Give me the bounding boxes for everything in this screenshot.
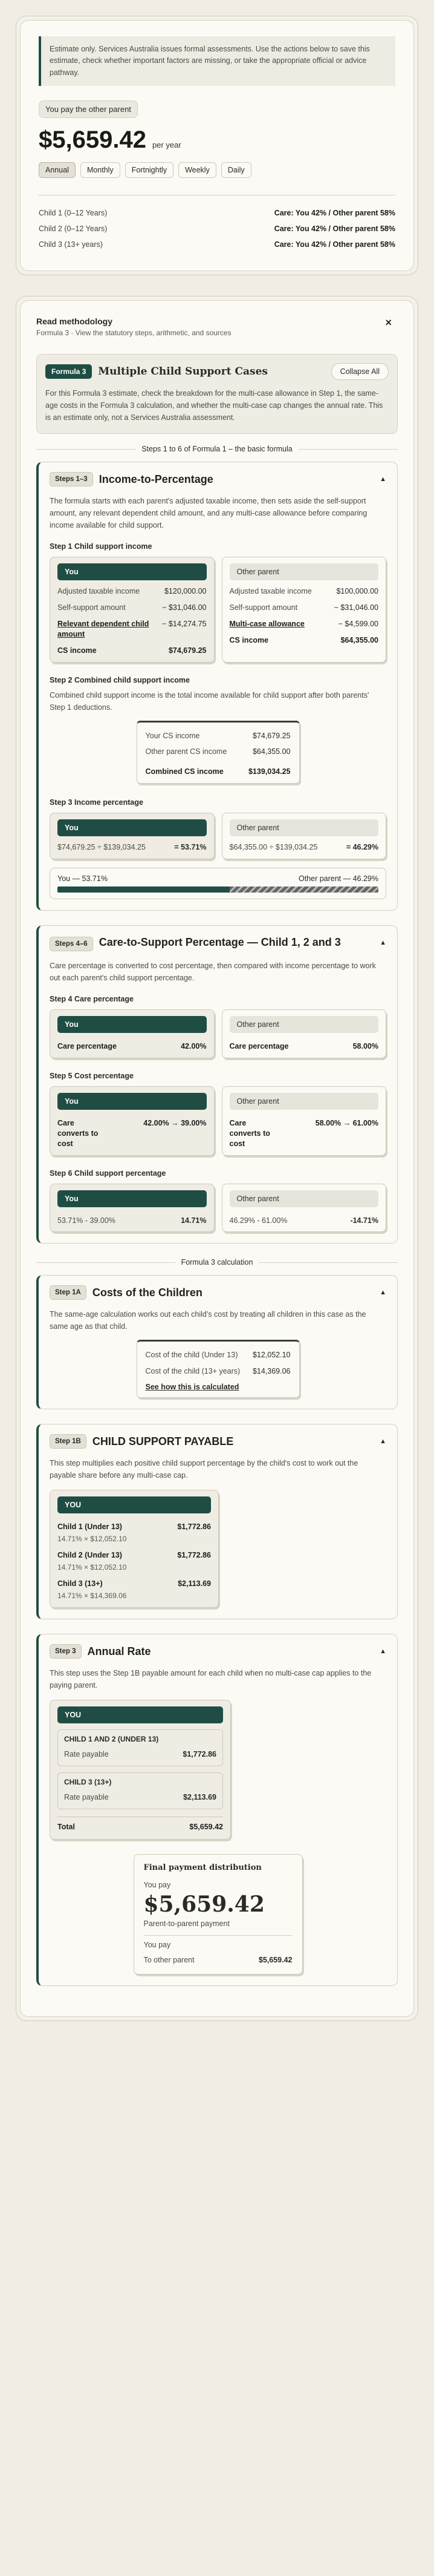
- other-parent-box: [222, 1086, 387, 1156]
- calc-label: $74,679.25 ÷ $139,034.25: [57, 843, 146, 852]
- step-1a-card: [36, 1275, 398, 1409]
- rate-group: [57, 1729, 223, 1766]
- final-distribution-box: [134, 1854, 303, 1975]
- kv-value: 58.00%: [352, 1042, 378, 1050]
- tab-fortnightly[interactable]: Fortnightly: [125, 162, 173, 178]
- kv-label: Care percentage: [229, 1042, 289, 1050]
- kv-label: Adjusted taxable income: [229, 587, 312, 596]
- kv-label: Adjusted taxable income: [57, 587, 140, 596]
- kv-value: $120,000.00: [164, 587, 207, 596]
- child-care: Care: You 42% / Other parent 58%: [274, 209, 395, 218]
- other-parent-header: Other parent: [230, 819, 379, 836]
- kv-value: − $31,046.00: [334, 603, 378, 612]
- amount-value: $5,659.42: [39, 126, 146, 154]
- collapse-all-button[interactable]: Collapse All: [331, 363, 389, 380]
- chevron-up-icon[interactable]: ▲: [380, 1438, 386, 1446]
- step-subheading: Step 5 Cost percentage: [50, 1071, 134, 1080]
- step-description: The same-age calculation works out each child's cost by treating all children in this case as the same age as that child.: [50, 1310, 366, 1331]
- you-header: You: [57, 1190, 207, 1207]
- methodology-panel: [20, 300, 414, 2017]
- section-divider-label: Steps 1 to 6 of Formula 1 – the basic formula: [141, 445, 293, 454]
- chevron-up-icon[interactable]: ▲: [380, 939, 386, 946]
- kv-value: 14.71%: [181, 1216, 207, 1225]
- methodology-header: [36, 316, 398, 337]
- chevron-up-icon[interactable]: ▲: [380, 476, 386, 483]
- formula-box: [36, 354, 398, 434]
- kv-value: $1,772.86: [183, 1749, 216, 1758]
- tab-monthly[interactable]: Monthly: [80, 162, 120, 178]
- you-header: YOU: [57, 1706, 223, 1723]
- other-parent-header: Other parent: [230, 1093, 379, 1110]
- kv-label[interactable]: Multi-case allowance: [229, 619, 305, 628]
- kv-value: $74,679.25: [168, 646, 207, 655]
- you-box: [50, 1086, 215, 1156]
- annual-amount: [39, 126, 395, 154]
- section-divider-label: Formula 3 calculation: [181, 1258, 253, 1267]
- amount-period: per year: [152, 140, 181, 150]
- kv-label: Self-support amount: [229, 603, 298, 612]
- kv-value: $12,052.10: [252, 1351, 291, 1360]
- other-parent-box: [222, 813, 387, 859]
- kv-value: − $31,046.00: [162, 603, 207, 612]
- kv-label: Rate payable: [64, 1749, 109, 1758]
- kv-label: Care converts to cost: [57, 1118, 99, 1148]
- tab-daily[interactable]: Daily: [221, 162, 251, 178]
- kv-label: Cost of the child (Under 13): [145, 1351, 238, 1360]
- step-subheading: Step 1 Child support income: [50, 542, 152, 551]
- calc-note: 14.71% × $12,052.10: [57, 1535, 127, 1543]
- income-split-bar: [50, 868, 386, 899]
- kv-label: CS income: [57, 646, 97, 655]
- step-subheading: Step 4 Care percentage: [50, 995, 134, 1003]
- child-label: Child 3 (13+ years): [39, 240, 103, 249]
- step-subheading: Step 6 Child support percentage: [50, 1168, 166, 1178]
- kv-value: $64,355.00: [252, 747, 291, 756]
- you-header: You: [57, 1016, 207, 1033]
- kv-label: Rate payable: [64, 1792, 109, 1801]
- step-title: Annual Rate: [87, 1645, 151, 1657]
- you-header: You: [57, 819, 207, 836]
- kv-label: Care percentage: [57, 1042, 117, 1050]
- final-you-pay-label: You pay: [143, 1881, 171, 1890]
- kv-label: Cost of the child (13+ years): [145, 1367, 241, 1376]
- step-description: The formula starts with each parent's adjusted taxable income, then sets aside the self-support amount, any relevant dependent child amount, and any multi-case allowance before comparing income available for child support.: [50, 497, 368, 530]
- step-description: Combined child support income is the total income available for child support after both parents' Step 1 deductions.: [50, 690, 369, 712]
- kv-value: 42.00% → 39.00%: [143, 1118, 207, 1127]
- kv-value: $100,000.00: [336, 587, 378, 596]
- kv-value: $1,772.86: [177, 1522, 211, 1532]
- step-badge: Step 1A: [50, 1285, 86, 1300]
- kv-label: Care converts to cost: [229, 1118, 270, 1148]
- rate-group: [57, 1772, 223, 1809]
- bar-segment-you: [57, 887, 230, 893]
- kv-value: $1,772.86: [177, 1551, 211, 1559]
- step-badge: Step 1B: [50, 1434, 86, 1449]
- summary-outer: [16, 16, 418, 275]
- you-box: [50, 1184, 215, 1233]
- other-parent-header: Other parent: [230, 563, 379, 580]
- other-parent-box: [222, 1184, 387, 1233]
- child-care: Care: You 42% / Other parent 58%: [274, 224, 395, 234]
- tab-weekly[interactable]: Weekly: [178, 162, 216, 178]
- child-row: [39, 221, 395, 237]
- child-label: Child 1 (0–12 Years): [39, 209, 108, 218]
- rate-group-title: CHILD 1 AND 2 (UNDER 13): [64, 1734, 159, 1743]
- section-divider: [36, 1258, 398, 1267]
- annual-rate-box: [50, 1700, 231, 1840]
- chevron-up-icon[interactable]: ▲: [380, 1647, 386, 1655]
- you-box: [50, 557, 215, 662]
- step-1b-card: [36, 1424, 398, 1619]
- kv-label: 53.71% - 39.00%: [57, 1216, 115, 1225]
- child-row: [39, 205, 395, 221]
- rate-group-title: CHILD 3 (13+): [64, 1777, 112, 1786]
- methodology-title: Read methodology: [36, 316, 113, 327]
- kv-value: $74,679.25: [252, 731, 291, 740]
- kv-label[interactable]: Relevant dependent child amount: [57, 619, 149, 638]
- kv-label: To other parent: [143, 1956, 195, 1965]
- kv-value: $5,659.42: [258, 1956, 293, 1965]
- step-title: Income-to-Percentage: [99, 473, 213, 485]
- final-title: Final payment distribution: [143, 1863, 262, 1873]
- final-you-pay-label: You pay: [143, 1941, 171, 1950]
- calc-label: $64,355.00 ÷ $139,034.25: [229, 843, 318, 852]
- section-divider: [36, 445, 398, 453]
- combined-income-box: [137, 721, 300, 784]
- child-row: [39, 237, 395, 252]
- calc-note: 14.71% × $14,369.06: [57, 1591, 127, 1600]
- chevron-up-icon[interactable]: ▲: [380, 1289, 386, 1297]
- calc-value: = 53.71%: [174, 843, 207, 852]
- methodology-subtitle: Formula 3 · View the statutory steps, arithmetic, and sources: [36, 329, 232, 338]
- step-subheading: Step 2 Combined child support income: [50, 675, 190, 684]
- you-header: You: [57, 563, 207, 580]
- formula-title: Multiple Child Support Cases: [98, 365, 268, 378]
- estimate-note: Estimate only. Services Australia issues formal assessments. Use the actions below to save this estimate, check whether important factors are missing, or take the appropriate official or advice pathway.: [39, 36, 395, 86]
- kv-label: Other parent CS income: [145, 747, 227, 756]
- you-payable-box: [50, 1490, 219, 1608]
- formula-description: For this Formula 3 estimate, check the breakdown for the multi-case allowance in Step 1, the same-age costs in the Formula 3 calculation, and whether the multi-case cap changes the annual rate. This is an estimate only, not a Services Australia assessment.: [45, 389, 383, 422]
- you-box: [50, 1009, 215, 1058]
- child-care: Care: You 42% / Other parent 58%: [274, 240, 395, 249]
- step-badge: Steps 1–3: [50, 472, 93, 487]
- kv-value: $2,113.69: [183, 1792, 216, 1801]
- step-subheading: Step 3 Income percentage: [50, 798, 143, 807]
- methodology-outer: [16, 296, 418, 2021]
- step-description: Care percentage is converted to cost percentage, then compared with income percentage to work out each parent's child support percentage.: [50, 962, 376, 982]
- divider: [144, 1935, 293, 1936]
- step-description: This step multiplies each positive child support percentage by the child's cost to work out the payable share before any multi-case cap.: [50, 1459, 358, 1480]
- calc-value: = 46.29%: [346, 843, 378, 852]
- kv-label: Child 2 (Under 13): [57, 1551, 122, 1559]
- other-parent-box: [222, 557, 387, 662]
- bar-label-you: You — 53.71%: [57, 874, 108, 883]
- close-icon[interactable]: ×: [385, 316, 392, 329]
- summary-card: [20, 20, 414, 271]
- you-box: [50, 813, 215, 859]
- step-title: Care-to-Support Percentage — Child 1, 2 and 3: [99, 936, 341, 948]
- kv-value: − $4,599.00: [338, 619, 378, 628]
- payer-pill: You pay the other parent: [39, 100, 138, 118]
- step-3-card: [36, 1634, 398, 1987]
- kv-label: Self-support amount: [57, 603, 126, 612]
- child-label: Child 2 (0–12 Years): [39, 224, 108, 234]
- kv-value: $64,355.00: [340, 635, 378, 644]
- calc-note: 14.71% × $12,052.10: [57, 1562, 127, 1571]
- step-title: CHILD SUPPORT PAYABLE: [92, 1435, 234, 1447]
- kv-value: -14.71%: [350, 1216, 378, 1225]
- costs-box: [137, 1340, 300, 1398]
- bar-label-other: Other parent — 46.29%: [298, 874, 378, 883]
- step-badge: Step 3: [50, 1644, 82, 1659]
- bar-segment-other: [230, 887, 378, 893]
- kv-label: 46.29% - 61.00%: [229, 1216, 288, 1225]
- step-1-3-card: [36, 462, 398, 911]
- you-header: YOU: [57, 1496, 211, 1513]
- step-description: This step uses the Step 1B payable amount for each child when no multi-case cap applies to the paying parent.: [50, 1668, 372, 1689]
- total-label: Total: [57, 1822, 75, 1831]
- other-parent-header: Other parent: [230, 1016, 379, 1033]
- other-parent-header: Other parent: [230, 1190, 379, 1207]
- split-bar: [57, 887, 378, 893]
- total-value: $5,659.42: [189, 1822, 223, 1831]
- kv-value: − $14,274.75: [162, 619, 207, 628]
- kv-label: CS income: [229, 635, 269, 644]
- kv-value: 42.00%: [181, 1042, 207, 1050]
- kv-label: Child 1 (Under 13): [57, 1522, 122, 1532]
- step-title: Costs of the Children: [92, 1286, 202, 1299]
- kv-label: Your CS income: [145, 731, 200, 740]
- frequency-tabs: [39, 162, 395, 178]
- kv-value: $2,113.69: [178, 1579, 211, 1588]
- step-badge: Steps 4–6: [50, 937, 93, 951]
- kv-value: $139,034.25: [248, 767, 291, 776]
- final-payment-type: Parent-to-parent payment: [143, 1919, 230, 1929]
- you-header: You: [57, 1093, 207, 1110]
- kv-value: 58.00% → 61.00%: [315, 1118, 378, 1127]
- kv-label: Combined CS income: [145, 767, 224, 776]
- tab-annual[interactable]: Annual: [39, 162, 76, 178]
- final-amount: $5,659.42: [143, 1892, 265, 1918]
- kv-label: Child 3 (13+): [57, 1579, 103, 1588]
- kv-value: $14,369.06: [252, 1367, 291, 1376]
- other-parent-box: [222, 1009, 387, 1058]
- formula-badge: Formula 3: [45, 364, 92, 379]
- see-calculation-link[interactable]: See how this is calculated: [145, 1383, 239, 1392]
- step-4-6-card: [36, 925, 398, 1244]
